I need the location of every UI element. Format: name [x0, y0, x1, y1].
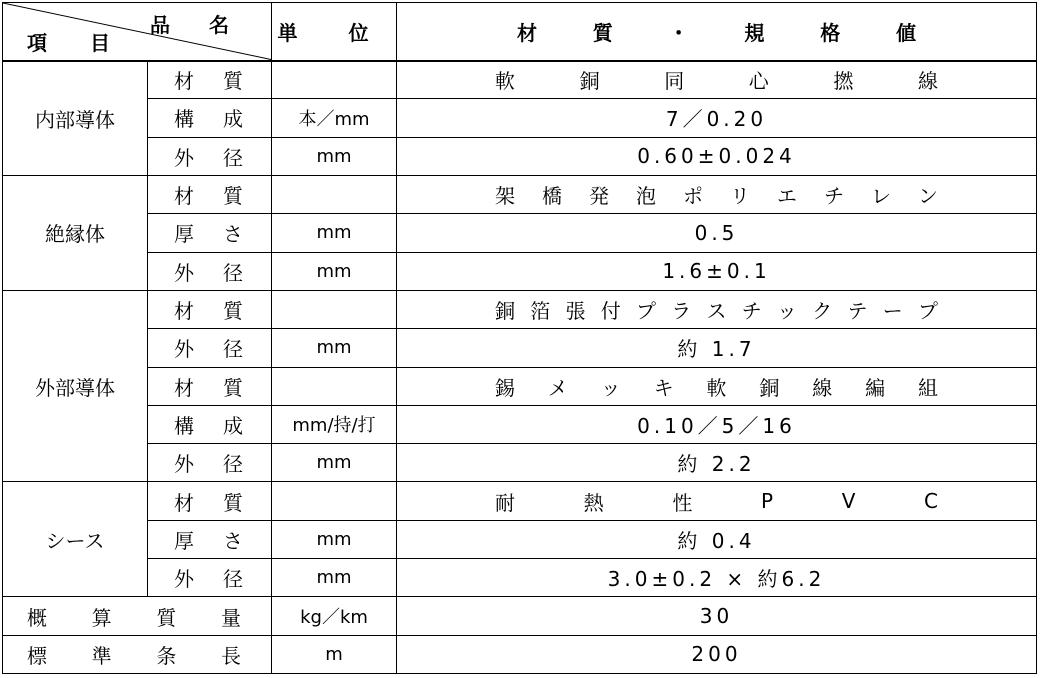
value-cell: 錫 メ ッ キ 軟 銅 線 編 組	[397, 367, 1037, 405]
group-label: 外部導体	[3, 290, 148, 482]
unit-cell: mm	[272, 214, 397, 252]
item-label: 厚 さ	[148, 214, 272, 252]
header-diagonal-cell	[3, 3, 272, 61]
header-spec-chars: 材 質 ・ 規 格 値	[517, 20, 916, 45]
spec-table	[2, 2, 1037, 674]
value-cell: 1.6±0.1	[397, 252, 1037, 290]
value-cell: 0.5	[397, 214, 1037, 252]
group-label: 絶縁体	[3, 175, 148, 290]
summary-row	[3, 635, 1037, 673]
unit-cell	[272, 290, 397, 328]
value-cell: 約 2.2	[397, 444, 1037, 482]
table-row	[3, 559, 1037, 597]
item-label: 材 質	[148, 482, 272, 520]
unit-cell: mm	[272, 137, 397, 175]
spec-body	[3, 61, 1037, 674]
table-row	[3, 444, 1037, 482]
item-label: 材 質	[148, 175, 272, 213]
value-cell: 耐 熱 性 P V C	[397, 482, 1037, 520]
item-label: 外 径	[148, 444, 272, 482]
summary-label: 概 算 質 量	[3, 597, 272, 635]
header-unit: 単 位	[272, 3, 397, 61]
item-label: 外 径	[148, 559, 272, 597]
value-cell: 銅 箔 張 付 プ ラ ス チ ッ ク テ ー プ	[397, 290, 1037, 328]
value-cell: 約 0.4	[397, 520, 1037, 558]
item-label: 外 径	[148, 137, 272, 175]
header-row	[3, 3, 1037, 61]
table-row	[3, 520, 1037, 558]
table-row	[3, 482, 1037, 520]
item-label: 材 質	[148, 367, 272, 405]
unit-cell: mm	[272, 252, 397, 290]
header-spec	[397, 3, 1037, 61]
value-cell: 約 1.7	[397, 329, 1037, 367]
unit-cell: mm	[272, 444, 397, 482]
table-row	[3, 175, 1037, 213]
table-row	[3, 290, 1037, 328]
value-cell: 7／0.20	[397, 99, 1037, 137]
group-label: 内部導体	[3, 61, 148, 176]
table-row	[3, 367, 1037, 405]
value-cell: 30	[397, 597, 1037, 635]
unit-cell	[272, 61, 397, 99]
table-row	[3, 252, 1037, 290]
group-label: シース	[3, 482, 148, 597]
table-row	[3, 214, 1037, 252]
value-cell: 200	[397, 635, 1037, 673]
unit-cell	[272, 482, 397, 520]
item-label: 材 質	[148, 290, 272, 328]
unit-cell: mm	[272, 329, 397, 367]
summary-row	[3, 597, 1037, 635]
value-cell: 0.10／5／16	[397, 405, 1037, 443]
unit-cell: mm	[272, 520, 397, 558]
value-cell: 架 橋 発 泡 ポ リ エ チ レ ン	[397, 175, 1037, 213]
unit-cell: m	[272, 635, 397, 673]
value-cell: 3.0±0.2 × 約6.2	[397, 559, 1037, 597]
unit-cell	[272, 175, 397, 213]
table-row	[3, 61, 1037, 99]
item-label: 構 成	[148, 405, 272, 443]
item-label: 外 径	[148, 329, 272, 367]
item-label: 構 成	[148, 99, 272, 137]
summary-label: 標 準 条 長	[3, 635, 272, 673]
table-row	[3, 99, 1037, 137]
unit-cell: kg／km	[272, 597, 397, 635]
unit-cell: mm	[272, 559, 397, 597]
unit-cell: 本／mm	[272, 99, 397, 137]
header-item: 項 目	[27, 30, 128, 55]
value-cell: 0.60±0.024	[397, 137, 1037, 175]
unit-cell: mm/持/打	[272, 405, 397, 443]
item-label: 厚 さ	[148, 520, 272, 558]
table-row	[3, 137, 1037, 175]
table-row	[3, 329, 1037, 367]
unit-cell	[272, 367, 397, 405]
value-cell: 軟 銅 同 心 撚 線	[397, 61, 1037, 99]
table-row	[3, 405, 1037, 443]
header-product-name: 品 名	[150, 13, 245, 37]
item-label: 材 質	[148, 61, 272, 99]
item-label: 外 径	[148, 252, 272, 290]
